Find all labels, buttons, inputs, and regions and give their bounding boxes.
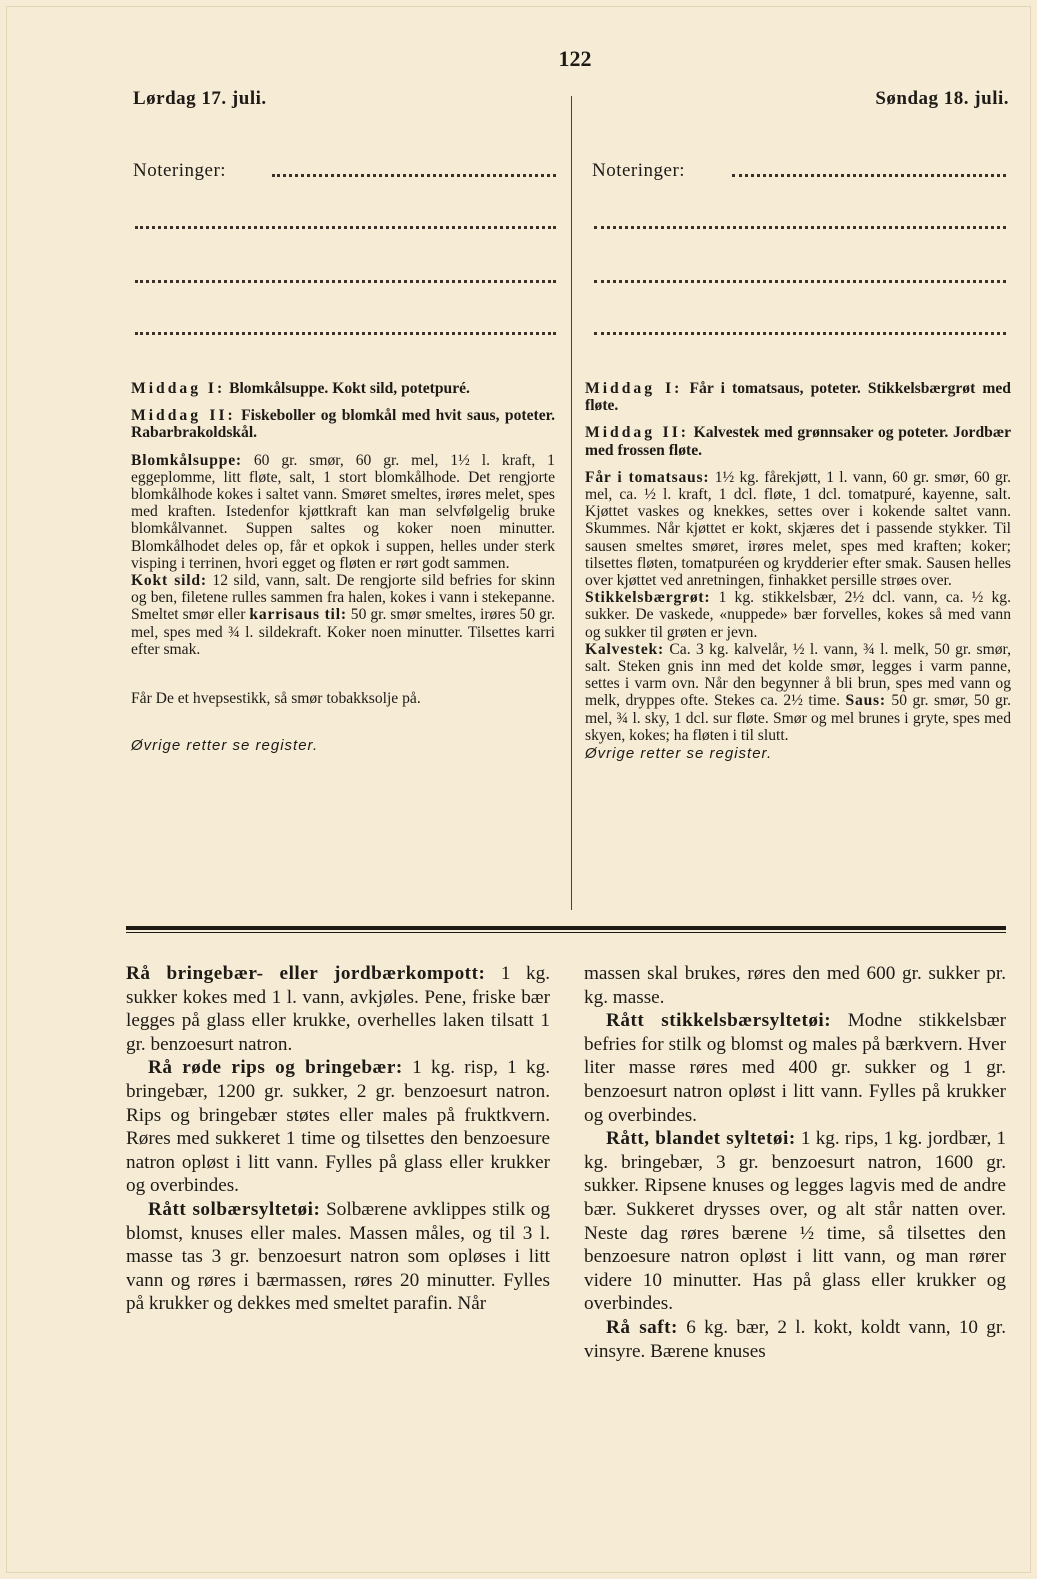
dinner-two: Middag II: Kalvestek med grønnsaker og poteter. Jordbær med frossen fløte. [585,424,1012,459]
section-rule-thin [126,932,1006,933]
sunday-menu-column [585,380,1011,762]
preserves-column-left [126,962,550,1316]
recipe-blandet-syltetoi: Rått, blandet syltetøi: 1 kg. rips, 1 kg. jordbær, 1 kg. bringebær, 3 gr. benzoesurt natron, 1600 gr. sukker. Ripsene knuses og legges lagvis med de andre bær. Sukkeret drysses over, og alt står natten over. Neste dag røres bærene ½ time, så tilsettes den benzoesure natron opløst i litt vann, og man rører videre 10 minutter. Has på glass eller krukker og overbindes. [584,1128,1007,1315]
recipe-stikkelsbaersyltetoi: Rått stikkelsbærsyltetøi: Modne stikkelsbær befries for stilk og blomst og males på bærkvern. Hver liter masse røres med 400 gr. sukker og 1 gr. benzoesurt natron opløst i litt vann. Fylles på krukker og overbindes. [584,1010,1006,1126]
notes-line [135,332,556,335]
column-divider [571,96,572,910]
recipe-continuation: massen skal brukes, røres den med 600 gr. sukker pr. kg. masse. [584,963,1006,1008]
notes-line [594,226,1006,229]
notes-line [594,280,1006,283]
other-dishes-note: Øvrige retter se register. [585,745,773,763]
dinner-two: Middag II: Fiskeboller og blomkål med hvit saus, poteter. Rabarbrakoldskål. [131,407,555,442]
recipe-stikkelsbaergrot: Stikkelsbærgrøt: 1 kg. stikkelsbær, 2½ dcl. vann, ca. ½ kg. sukker. De vaskede, «nuppede» bær forvelles, kokes så med vann og sukker til grøten er jevn. [585,589,1011,641]
notes-label-left: Noteringer: [133,160,227,181]
dinner-one: Middag I: Får i tomatsaus, poteter. Stikkelsbærgrøt med fløte. [585,380,1011,415]
other-dishes-note: Øvrige retter se register. [131,737,319,755]
preserves-column-right [584,962,1006,1363]
day-header-saturday: Lørdag 17. juli. [133,88,267,109]
saturday-menu-column [131,380,555,754]
section-rule-thick [126,926,1006,930]
recipe-ra-saft: Rå saft: 6 kg. bær, 2 l. kokt, koldt vann, 10 gr. vinsyre. Bærene knuses [584,1316,1007,1362]
notes-line [135,226,556,229]
recipe-kompott: Rå bringebær- eller jordbærkompott: 1 kg. sukker kokes med 1 l. vann, avkjøles. Pene, friske bær legges på glass eller krukke, overhelles laken tilsatt 1 gr. benzoesurt natron. [126,963,551,1055]
dinner-one: Middag I: Blomkålsuppe. Kokt sild, potetpuré. [131,380,470,397]
notes-label-right: Noteringer: [592,160,686,181]
recipe-kalvestek: Kalvestek: Ca. 3 kg. kalvelår, ½ l. vann, ¾ l. melk, 50 gr. smør, salt. Steken gnis inn med det kolde smør, legges i varm panne, settes i varm ovn. Når den begynner å bli brun, spes med vann og melk, dryppes ofte. Stekes ca. 2½ time. Saus: 50 gr. smør, 50 gr. mel, ¾ l. sky, 1 dcl. sur fløte. Smør og mel brunes i gryte, spes med skyen, kokes; ha fløten i til slutt. [585,640,1011,744]
tip-text: Får De et hvepsestikk, så smør tobakksolje på. [131,690,421,708]
recipe-solbaersyltetoi: Rått solbærsyltetøi: Solbærene avklippes stilk og blomst, knuses eller males. Massen måles, og til 3 l. masse tas 3 gr. benzoesurt natron som opløses i litt vann og røres i bærmassen, røres 20 minutter. Fylles på krukker og dekkes med smeltet parafin. Når [126,1198,551,1315]
notes-line [272,174,556,177]
recipe-rips-bringebaer: Rå røde rips og bringebær: 1 kg. risp, 1 kg. bringebær, 1200 gr. sukker, 2 gr. benzoesurt natron. Rips og bringebær støtes eller males på fruktkvern. Røres med sukkeret 1 time og tilsettes den benzoesure natron opløst i litt vann. Fylles på glass eller krukker og overbindes. [126,1057,551,1197]
notes-line [135,280,556,283]
notes-line [732,174,1006,177]
notes-line [594,332,1006,335]
recipe-blomkalsuppe: Blomkålsuppe: 60 gr. smør, 60 gr. mel, 1½ l. kraft, 1 eggeplomme, litt fløte, salt, 1 stort blomkålhode. Det rengjorte blomkålhode kokes i saltet vann. Smøret smeltes, irøres melet, spes med kraften. Istedenfor kjøttkraft kan man selvfølgelig bruke blomkålvannet. Suppen saltes og koker noen minutter. Blomkålhodet deles op, får et opkok i suppen, helles under sterk visping i terrinen, hvori egget og fløten er rørt godt sammen. [131,451,555,572]
recipe-kokt-sild: Kokt sild: 12 sild, vann, salt. De rengjorte sild befries for skinn og ben, filetene rulles sammen fra halen, kokes i vann i stekepanne. Smeltet smør eller karrisaus til: 50 gr. smør smeltes, irøres 50 gr. mel, spes med ¾ l. sildekraft. Koker noen minutter. Tilsettes karri efter smak. [131,572,556,658]
page-number: 122 [558,46,592,71]
day-header-sunday: Søndag 18. juli. [875,88,1009,109]
recipe-far-i-tomatsaus: Får i tomatsaus: 1½ kg. fårekjøtt, 1 l. vann, 60 gr. smør, 60 gr. mel, ca. ½ l. kraft, 1 dcl. fløte, 1 dcl. tomatpuré, kayenne, salt. Kjøttet vaskes og knekkes, settes over i kokende saltet vann. Skummes. Når kjøttet er kokt, skjæres det i passende stykker. Til sausen smeltes smøret, irøres melet, spes med kraften; koker; tilsettes fløten, tomatpuréen og krydderier efter smak. Sausen helles over kjøttet ved anretningen, finhakket persille strøes over. [585,468,1011,590]
